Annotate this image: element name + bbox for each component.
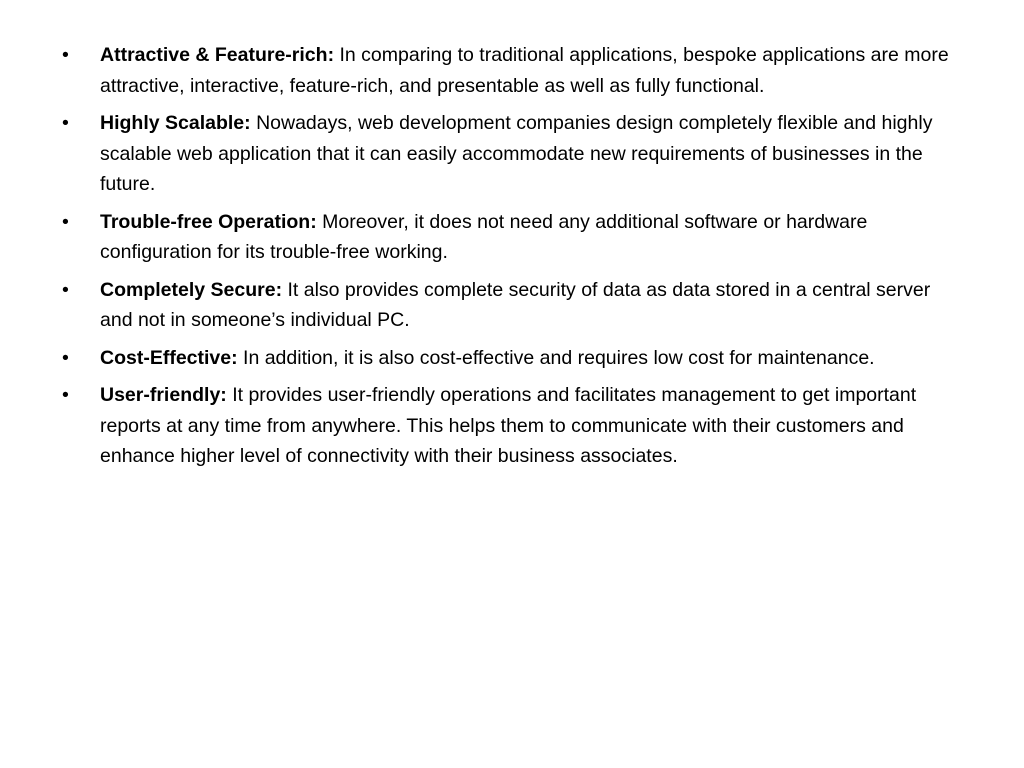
bullet-term: Highly Scalable: — [100, 112, 251, 134]
bullet-marker: • — [62, 278, 69, 301]
bullet-item-secure — [62, 275, 952, 336]
bullet-item-trouble-free — [62, 207, 952, 268]
bullet-text: In comparing to traditional applications, bespoke applications are more attractive, interactive, feature-rich, and presentable as well as fully functional. — [100, 44, 949, 97]
bullet-term: User-friendly: — [100, 384, 227, 406]
bullet-marker: • — [62, 44, 69, 66]
bullet-text: Nowadays, web development companies design completely flexible and highly scalable web application that it can easily accommodate new requirements of businesses in the future. — [100, 112, 933, 195]
bullet-text: Moreover, it does not need any additional software or hardware configuration for its trouble-free working. — [100, 210, 868, 263]
bullet-item-attractive — [62, 40, 952, 101]
bullet-item-cost-effective — [62, 343, 952, 374]
bullet-text: It also provides complete security of data as data stored in a central server and not in someone’s individual PC. — [100, 278, 931, 331]
bullet-term: Cost-Effective: — [100, 346, 238, 369]
bullet-marker: • — [62, 346, 69, 369]
bullet-term: Completely Secure: — [100, 278, 283, 301]
bullet-list — [62, 40, 952, 479]
bullet-item-scalable — [62, 108, 952, 200]
bullet-marker: • — [62, 210, 69, 233]
bullet-marker: • — [62, 112, 69, 134]
bullet-marker: • — [62, 384, 69, 406]
bullet-text: In addition, it is also cost-effective and requires low cost for maintenance. — [243, 346, 875, 369]
bullet-item-user-friendly — [62, 380, 952, 472]
bullet-text: It provides user-friendly operations and facilitates management to get important reports at any time from anywhere. This helps them to communicate with their customers and enhance higher level of connectivity with their business associates. — [100, 384, 917, 467]
bullet-term: Trouble-free Operation: — [100, 210, 317, 233]
bullet-term: Attractive & Feature-rich: — [100, 44, 335, 66]
